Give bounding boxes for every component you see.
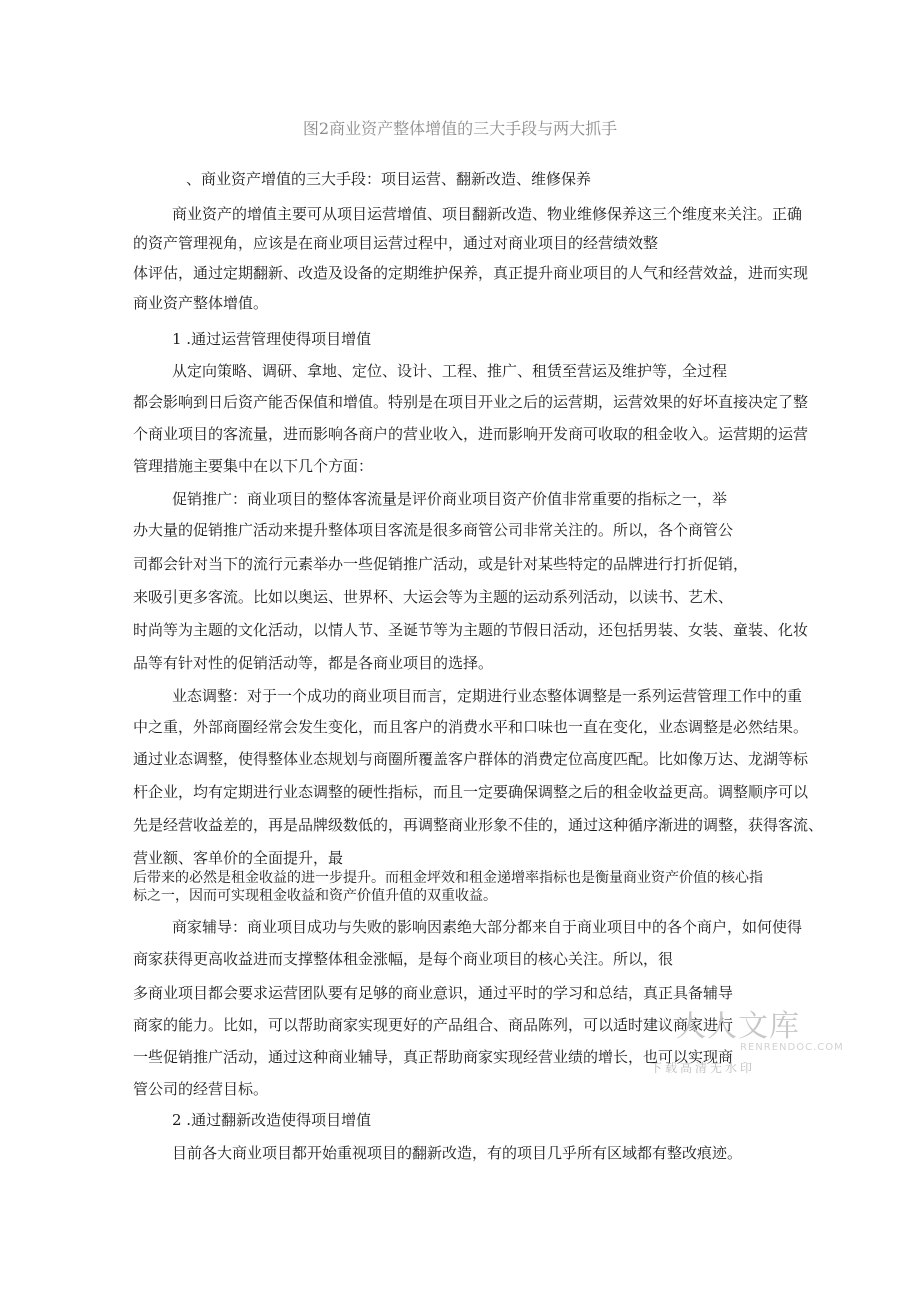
paragraph-line: 体评估，通过定期翻新、改造及设备的定期维护保养，真正提升商业项目的人气和经营效益，进而实现 [133,264,809,282]
paragraph-line: 从定向策略、调研、拿地、定位、设计、工程、推广、租赁至营运及维护等，全过程 [172,362,728,380]
paragraph-line: 通过业态调整，使得整体业态规划与商圈所覆盖客户群体的消费定位高度匹配。比如像万达、龙湖等标 [133,750,809,768]
paragraph-line: 商业资产整体增值。 [133,294,269,312]
watermark-slogan: 下载高清无水印 [650,1061,756,1075]
paragraph-line: 商家获得更高收益进而支撑整体租金涨幅，是每个商业项目的核心关注。所以，很 [133,950,674,968]
paragraph-line: 的资产管理视角，应该是在商业项目运营过程中，通过对商业项目的经营绩效整 [133,234,659,252]
paragraph-line: 来吸引更多客流。比如以奥运、世界杯、大运会等为主题的运动系列活动，以读书、艺术、 [133,588,734,606]
paragraph-line: 商家辅导：商业项目成功与失败的影响因素绝大部分都来自于商业项目中的各个商户，如何使得 [172,918,803,936]
paragraph-line: 营业额、客单价的全面提升，最 [133,849,344,867]
paragraph-line: 司都会针对当下的流行元素举办一些促销推广活动，或是针对某些特定的品牌进行打折促销， [133,555,749,573]
paragraph-line: 管公司的经营目标。 [133,1080,269,1098]
paragraph-line: 中之重，外部商圈经常会发生变化，而且客户的消费水平和口味也一直在变化，业态调整是必然结果。 [133,718,809,736]
paragraph-line: 标之一，因而可实现租金收益和资产价值升值的双重收益。 [133,888,497,904]
figure-caption: 图2商业资产整体增值的三大手段与两大抓手 [302,119,618,138]
paragraph-line: 后带来的必然是租金收益的进一步提升。而租金坪效和租金递增率指标也是衡量商业资产价值的核心指 [133,870,763,886]
paragraph-line: 管理措施主要集中在以下几个方面： [133,457,374,475]
paragraph-line: 办大量的促销推广活动来提升整体项目客流是很多商管公司非常关注的。所以，各个商管公 [133,521,734,539]
paragraph-line: 杆企业，均有定期进行业态调整的硬性指标，而且一定要确保调整之后的租金收益更高。调整顺序可以 [133,783,809,801]
paragraph-line: 多商业项目都会要求运营团队要有足够的商业意识，通过平时的学习和总结，真正具备辅导 [133,984,734,1002]
paragraph-line: 业态调整：对于一个成功的商业项目而言，定期进行业态整体调整是一系列运营管理工作中的重 [172,687,803,705]
paragraph-line: 目前各大商业项目都开始重视项目的翻新改造，有的项目几乎所有区域都有整改痕迹。 [172,1144,743,1162]
paragraph-line: 促销推广：商业项目的整体客流量是评价商业项目资产价值非常重要的指标之一，举 [172,490,728,508]
section-heading: 、商业资产增值的三大手段：项目运营、翻新改造、维修保养 [186,170,592,188]
paragraph-line: 都会影响到日后资产能否保值和增值。特别是在项目开业之后的运营期，运营效果的好坏直接决定了整 [133,393,809,411]
paragraph-line: 品等有针对性的促销活动等，都是各商业项目的选择。 [133,654,494,672]
watermark-logo [640,1008,844,1080]
paragraph-line: 先是经营收益差的，再是品牌级数低的，再调整商业形象不佳的，通过这种循序渐进的调整，获得客流、 [133,816,824,834]
subsection-heading: 1 .通过运营管理使得项目增值 [172,330,372,348]
paragraph-line: 时尚等为主题的文化活动，以情人节、圣诞节等为主题的节假日活动，还包括男装、女装、童装、化妆 [133,621,809,639]
paragraph-line: 商业资产的增值主要可从项目运营增值、项目翻新改造、物业维修保养这三个维度来关注。正确 [172,205,803,223]
paragraph-line: 一些促销推广活动，通过这种商业辅导，真正帮助商家实现经营业绩的增长，也可以实现商 [133,1048,734,1066]
watermark-brand: 人人文库 [676,1009,800,1044]
paragraph-line: 商家的能力。比如，可以帮助商家实现更好的产品组合、商品陈列，可以适时建议商家进行 [133,1016,734,1034]
paragraph-line: 个商业项目的客流量，进而影响各商户的营业收入，进而影响开发商可收取的租金收入。运营期的运营 [133,425,809,443]
subsection-heading: 2 .通过翻新改造使得项目增值 [172,1111,372,1129]
watermark-domain: RENRENDOC.COM [740,1042,844,1053]
